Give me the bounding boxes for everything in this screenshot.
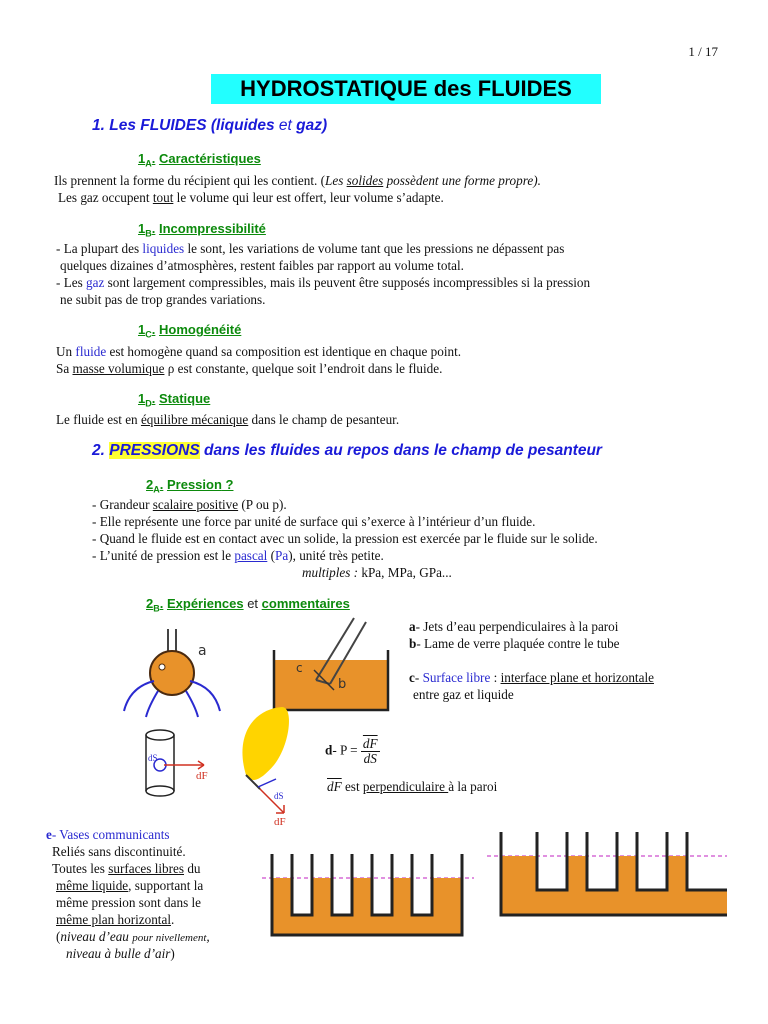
figure-label-c: c — [296, 661, 303, 675]
figure-label-ds-2: dS — [274, 791, 284, 801]
section-2-heading: 2. PRESSIONS dans les fluides au repos dans le champ de pesanteur — [92, 442, 602, 459]
figure-tube-surface — [268, 610, 398, 720]
text-line: niveau à bulle d’air) — [66, 946, 175, 961]
text-line: multiples : kPa, MPa, GPa... — [302, 565, 452, 580]
text-line: Un fluide est homogène quand sa composition est identique en chaque point. — [56, 344, 462, 359]
page-number: 1 / 17 — [688, 44, 718, 59]
text-line: même plan horizontal. — [56, 912, 175, 927]
caption-d-text: $\overline{dF}$ est perpendiculaire à la paroi — [327, 779, 498, 794]
text-line: - Les gaz sont largement compressibles, mais ils peuvent être supposés incompressibles si la pression — [56, 275, 591, 290]
figure-vases-right — [487, 830, 737, 925]
text-line: Sa masse volumique ρ est constante, quelque soit l’endroit dans le fluide. — [56, 361, 443, 376]
fraction-dF-dS: $\frac{\overline{dF}}{dS}$ — [362, 736, 378, 766]
figure-label-a: a — [198, 643, 207, 659]
text-line: Le fluide est en équilibre mécanique dans le champ de pesanteur. — [56, 412, 400, 427]
text-line: Les gaz occupent tout le volume qui leur est offert, leur volume s’adapte. — [58, 190, 444, 205]
text-line: (niveau d’eau pour nivellement, — [56, 929, 210, 944]
subsection-2a-heading: $2_A$. Pression ? — [146, 477, 234, 495]
caption-c-cont: entre gaz et liquide — [413, 687, 514, 702]
subsection-1d-heading: $1_D$. Statique — [138, 391, 211, 409]
text-line: - Elle représente une force par unité de surface qui s’exerce à l’intérieur d’un fluide. — [92, 514, 536, 529]
text-line: Toutes les surfaces libres du — [52, 861, 201, 876]
text-line: - La plupart des liquides le sont, les variations de volume tant que les pressions ne dépassent pas — [56, 241, 565, 256]
text-line: même pression sont dans le — [56, 895, 202, 910]
caption-b: b- Lame de verre plaquée contre le tube — [409, 636, 620, 651]
figure-vases-left — [262, 850, 482, 945]
subsection-1c-heading: $1_C$. Homogénéité — [138, 322, 242, 340]
caption-e-title: e- Vases communicants — [46, 827, 170, 842]
figure-pressure-force — [134, 705, 304, 830]
page-title: HYDROSTATIQUE des FLUIDES — [211, 74, 601, 104]
text-line: - Grandeur scalaire positive (P ou p). — [92, 497, 287, 512]
subsection-2b-heading: $2_B$. Expériences et commentaires — [146, 596, 350, 614]
figure-label-ds: dS — [148, 753, 158, 763]
text-line: même liquide, supportant la — [56, 878, 204, 893]
caption-a: a- Jets d’eau perpendiculaires à la paroi — [409, 619, 619, 634]
text-line: Ils prennent la forme du récipient qui les contient. (Les solides possèdent une forme propre). — [54, 173, 541, 188]
caption-d-formula: d- P = $\frac{\overline{dF}}{dS}$ — [325, 736, 378, 766]
section-1-heading: 1. Les FLUIDES (liquides et gaz) — [92, 117, 328, 134]
text-line: Reliés sans discontinuité. — [52, 844, 186, 859]
figure-label-df: dF — [196, 770, 208, 782]
caption-c: c- Surface libre : interface plane et horizontale — [409, 670, 654, 685]
figure-label-df-2: dF — [274, 816, 286, 828]
subsection-1a-heading: $1_A$. Caractéristiques — [138, 151, 261, 169]
text-line: ne subit pas de trop grandes variations. — [60, 292, 266, 307]
figure-label-b: b — [338, 677, 347, 692]
subsection-1b-heading: $1_B$. Incompressibilité — [138, 221, 266, 239]
text-line: quelques dizaines d’atmosphères, restent faibles par rapport au volume total. — [60, 258, 464, 273]
text-line: - Quand le fluide est en contact avec un solide, la pression est exercée par le fluide sur le solide. — [92, 531, 598, 546]
text-line: - L’unité de pression est le pascal (Pa), unité très petite. — [92, 548, 384, 563]
